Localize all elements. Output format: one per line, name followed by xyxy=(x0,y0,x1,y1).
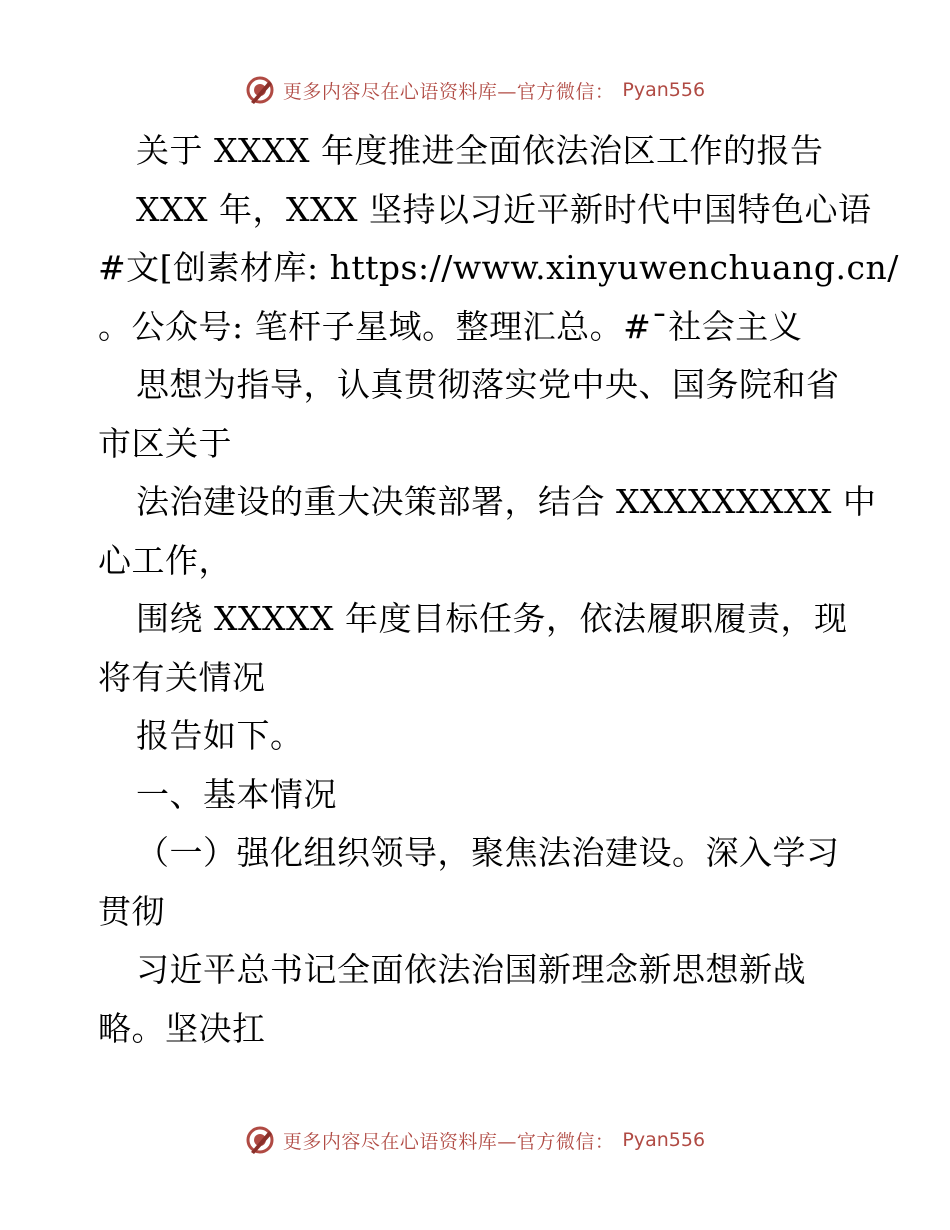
document-line: 思想为指导，认真贯彻落实党中央、国务院和省 xyxy=(136,365,840,404)
document-line: 法治建设的重大决策部署，结合 XXXXXXXXX 中 xyxy=(136,482,877,521)
document-line: 围绕 XXXXX 年度目标任务，依法履职履责，现 xyxy=(136,599,848,638)
document-line: 报告如下。 xyxy=(136,716,304,755)
document-line: 贯彻 xyxy=(98,891,165,931)
banner-text: 更多内容尽在心语资料库—官方微信： xyxy=(282,1130,615,1153)
document-line: 心工作， xyxy=(98,540,232,580)
document-line: XXX 年，XXX 坚持以习近平新时代中国特色心语 xyxy=(136,189,872,229)
pen-circle-logo-icon xyxy=(245,1125,275,1155)
document-line: 习近平总书记全面依法治国新理念新思想新战 xyxy=(136,950,806,989)
document-line: 关于 XXXX 年度推进全面依法治区工作的报告 xyxy=(136,131,824,170)
footer-banner xyxy=(0,1120,950,1160)
banner-wechat-id: Pyan556 xyxy=(622,79,706,101)
banner-wechat-id: Pyan556 xyxy=(622,1129,706,1151)
document-line: 略。坚决扛 xyxy=(98,1008,266,1048)
document-body xyxy=(98,122,899,1058)
document-line: 将有关情况 xyxy=(98,657,266,697)
document-line: 。公众号: 笔杆子星域。整理汇总。#¯社会主义 xyxy=(98,306,803,346)
document-line: 市区关于 xyxy=(98,423,232,463)
document-line: 一、基本情况 xyxy=(136,774,337,814)
pen-circle-logo-icon xyxy=(245,75,275,105)
header-banner xyxy=(0,70,950,110)
document-line: #文[创素材库: https://www.xinyuwenchuang.cn/ xyxy=(98,248,899,287)
banner-text: 更多内容尽在心语资料库—官方微信： xyxy=(282,80,615,103)
document-line: （一）强化组织领导，聚焦法治建设。深入学习 xyxy=(136,833,840,872)
